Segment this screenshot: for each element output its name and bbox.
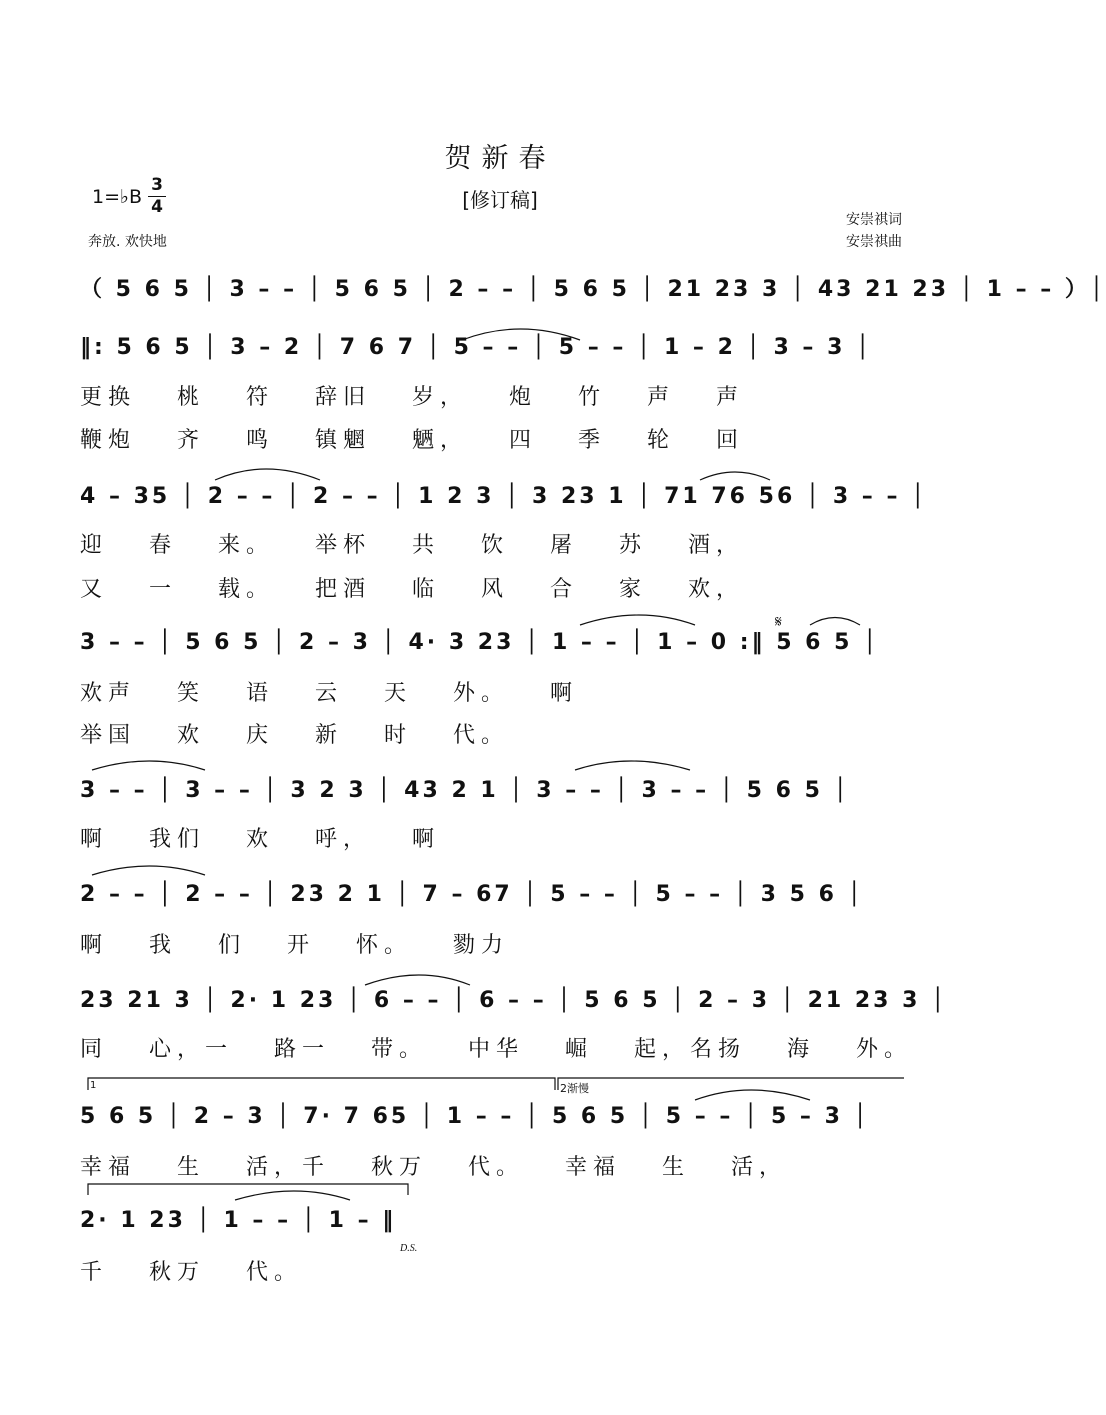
lyric-line: 千 秋万 代。 [80,1260,302,1285]
key-signature: 1=♭B [92,186,143,208]
notation-row: 2· 1 23 │ 1 – – │ 1 – ‖ [80,1208,397,1233]
ds-marking: D.S. [400,1243,418,1254]
notation-row: 3 – – │ 3 – – │ 3 2 3 │ 43 2 1 │ 3 – – │ 3 – – │ 5 6 5 │ [80,778,850,803]
volta-2-label: 2渐慢 [560,1082,589,1095]
notation-row: 23 21 3 │ 2· 1 23 │ 6 – – │ 6 – – │ 5 6 5 │ 2 – 3 │ 21 23 3 │ [80,988,948,1013]
slur [215,469,320,480]
lyric-line: 迎 春 来。 举杯 共 饮 屠 苏 酒， [80,533,744,558]
volta-1-label: 1 [90,1080,97,1091]
volta-bracket-end [88,1184,408,1195]
slur [235,1191,350,1200]
tempo-marking: 奔放. 欢快地 [88,234,167,250]
lyric-line: 啊 我 们 开 怀。 勠力 [80,933,509,958]
composer: 安崇祺曲 [846,234,902,250]
slur [700,472,770,480]
lyric-line: 鞭炮 齐 鸣 镇魍 魉， 四 季 轮 回 [80,428,744,453]
lyric-line: 更换 桃 符 辞旧 岁， 炮 竹 声 声 [80,385,744,410]
notation-row: （ 5 6 5 │ 3 – – │ 5 6 5 │ 2 – – │ 5 6 5 │ 21 23 3 │ 43 21 23 │ 1 – – ）│ [80,277,1106,302]
time-top: 3 [151,175,163,195]
notation-row: 2 – – │ 2 – – │ 23 2 1 │ 7 – 67 │ 5 – – │ 5 – – │ 3 5 6 │ [80,882,864,907]
slur [92,866,205,875]
notation-row: 3 – – │ 5 6 5 │ 2 – 3 │ 4· 3 23 │ 1 – – │ 1 – 0 :‖ 5 6 5 │ [80,630,880,655]
volta-1-bracket [88,1078,555,1090]
song-title: 贺新春 [444,143,556,174]
time-signature [148,176,166,217]
slur [695,1090,810,1100]
time-bottom: 4 [151,197,163,217]
lyric-line: 欢声 笑 语 云 天 外。 啊 [80,681,578,706]
lyricist: 安崇祺词 [846,212,902,228]
lyric-line: 又 一 载。 把酒 临 风 合 家 欢， [80,577,744,602]
notation-row: ‖: 5 6 5 │ 3 – 2 │ 7 6 7 │ 5 – – │ 5 – – │ 1 – 2 │ 3 – 3 │ [80,335,873,360]
volta-2-bracket [558,1078,904,1090]
notation-row: 4 – 35 │ 2 – – │ 2 – – │ 1 2 3 │ 3 23 1 │ 71 76 56 │ 3 – – │ [80,484,928,509]
slur [575,761,690,770]
lyric-line: 啊 我们 欢 呼， 啊 [80,827,440,852]
lyric-line: 幸福 生 活，千 秋万 代。 幸福 生 活， [80,1155,787,1180]
segno-sign: 𝄋 [775,612,782,631]
subtitle: [修订稿] [462,188,538,212]
slur [580,615,695,625]
slur [92,761,205,770]
lyric-line: 同 心，一 路一 带。 中华 崛 起，名扬 海 外。 [80,1037,912,1062]
lyric-line: 举国 欢 庆 新 时 代。 [80,723,509,748]
slur [810,618,860,626]
notation-row: 5 6 5 │ 2 – 3 │ 7· 7 65 │ 1 – – │ 5 6 5 │ 5 – – │ 5 – 3 │ [80,1104,870,1129]
slur [365,975,470,985]
